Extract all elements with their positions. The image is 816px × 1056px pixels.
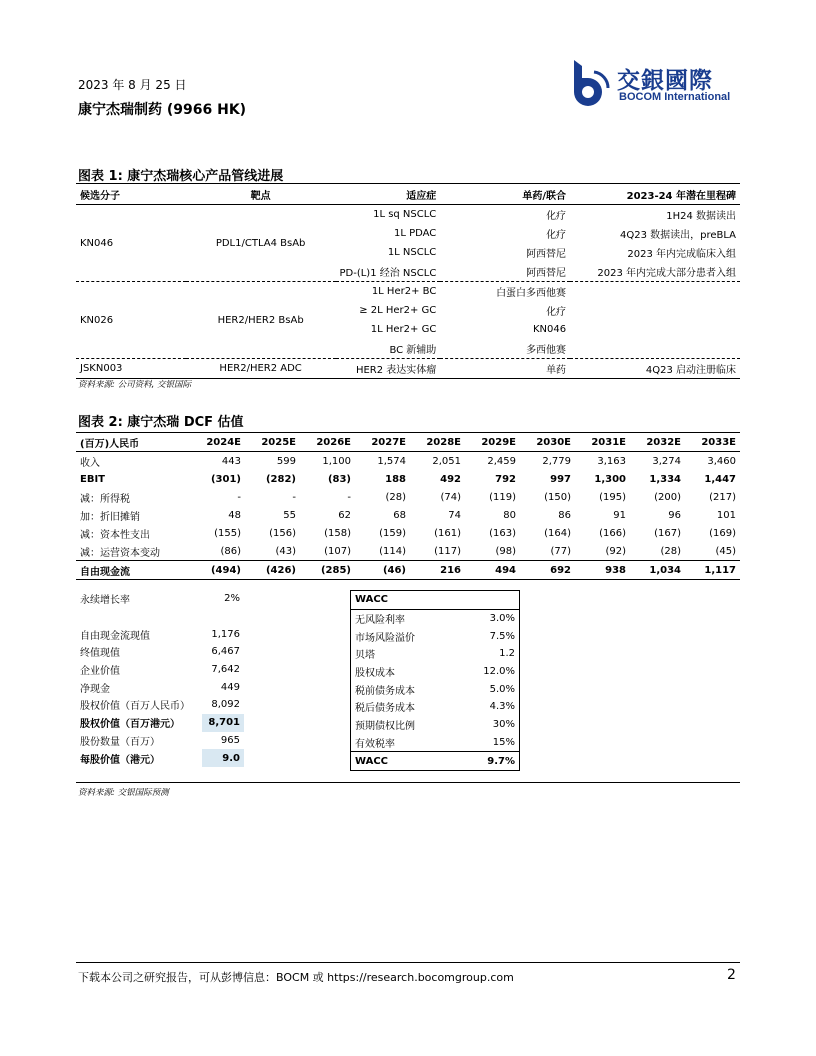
- valuation-label: 自由现金流现值: [80, 630, 150, 642]
- table-row: [76, 452, 740, 471]
- col-unit: (百万)人民币: [76, 433, 190, 452]
- valuation-label: 股份数量（百万）: [80, 736, 160, 748]
- footer-text: 下载本公司之研究报告，可从彭博信息：BOCM 或 https://research.bocomgroup.com: [78, 971, 514, 984]
- wacc-value: 7.5%: [489, 630, 515, 642]
- table-row: [76, 282, 740, 302]
- target-kn026: HER2/HER2 BsAb: [186, 282, 336, 359]
- valuation-value: 8,092: [211, 699, 240, 711]
- combo-cell: 白蛋白多西他赛: [496, 288, 567, 299]
- value-cell: 216: [410, 561, 465, 580]
- col-year: 2031E: [575, 433, 630, 452]
- col-year: 2033E: [685, 433, 740, 452]
- value-cell: 62: [338, 509, 351, 521]
- value-cell: 792: [495, 473, 516, 485]
- table-row: [351, 680, 520, 698]
- row-label: 加：折旧摊销: [80, 511, 140, 523]
- valuation-value: 6,467: [211, 646, 240, 658]
- value-cell: 1,100: [322, 455, 351, 467]
- value-cell: (285): [300, 561, 355, 580]
- table-row: [76, 625, 244, 643]
- milestone-cell: 2023 年内完成临床入组: [627, 249, 736, 260]
- combo-cell: 化疗: [546, 307, 567, 318]
- col-molecule: 候选分子: [76, 184, 186, 205]
- value-cell: (169): [709, 527, 736, 539]
- combo-cell: 单药: [440, 359, 570, 379]
- row-label: 减：运营资本变动: [80, 547, 160, 559]
- milestone-cell: 1H24 数据读出: [666, 211, 736, 222]
- table-row: [76, 661, 244, 679]
- valuation-value: 449: [220, 681, 240, 693]
- value-cell: (28): [385, 491, 406, 503]
- value-cell: (92): [605, 545, 626, 557]
- value-cell: 692: [520, 561, 575, 580]
- valuation-label: 净现金: [80, 683, 110, 695]
- milestone-cell: 2023 年内完成大部分患者入组: [570, 262, 740, 282]
- value-cell: 55: [283, 509, 296, 521]
- value-cell: 3,460: [707, 455, 736, 467]
- value-cell: (155): [214, 527, 241, 539]
- row-label: 减：所得税: [80, 493, 130, 505]
- table-row: [76, 488, 740, 506]
- col-year: 2025E: [245, 433, 300, 452]
- bocom-logo: [568, 58, 743, 108]
- value-cell: 443: [221, 455, 241, 467]
- table-row: [76, 205, 740, 225]
- col-milestone: 2023-24 年潜在里程碑: [570, 184, 740, 205]
- value-cell: 188: [385, 473, 406, 485]
- value-cell: (156): [269, 527, 296, 539]
- value-cell: 96: [668, 509, 681, 521]
- value-cell: 3,163: [597, 455, 626, 467]
- value-cell: (161): [434, 527, 461, 539]
- valuation-value: 2%: [224, 593, 240, 605]
- valuation-value: 9.0: [202, 749, 244, 767]
- milestone-cell: 4Q23 启动注册临床: [570, 359, 740, 379]
- value-cell: 101: [716, 509, 736, 521]
- value-cell: 1,117: [685, 561, 740, 580]
- value-cell: (117): [434, 545, 461, 557]
- table2-title: 图表 2: 康宁杰瑞 DCF 估值: [78, 415, 244, 430]
- indication-cell: BC 新辅助: [336, 339, 441, 359]
- value-cell: 1,300: [594, 473, 626, 485]
- table-row: [76, 608, 244, 626]
- value-cell: (119): [489, 491, 516, 503]
- combo-cell: 多西他赛: [440, 339, 570, 359]
- wacc-value: 1.2: [499, 648, 515, 660]
- wacc-label: 贝塔: [355, 650, 375, 662]
- value-cell: 80: [503, 509, 516, 521]
- milestone-cell: [570, 339, 740, 359]
- table-row: [76, 524, 740, 542]
- divider: [76, 782, 740, 783]
- value-cell: 68: [393, 509, 406, 521]
- row-label: EBIT: [80, 473, 105, 485]
- wacc-label: 股权成本: [355, 668, 395, 680]
- value-cell: 938: [575, 561, 630, 580]
- target-jskn003: HER2/HER2 ADC: [186, 359, 336, 379]
- wacc-title: WACC: [351, 591, 457, 610]
- combo-cell: KN046: [532, 324, 567, 335]
- valuation-label: 终值现值: [80, 648, 120, 660]
- value-cell: 1,034: [630, 561, 685, 580]
- combo-cell: 阿西替尼: [526, 249, 567, 260]
- value-cell: (282): [265, 473, 296, 485]
- table-row: [76, 696, 244, 714]
- table-row: [351, 734, 520, 752]
- valuation-value: 965: [220, 734, 240, 746]
- wacc-label: 预期债权比例: [355, 721, 415, 733]
- table-row: [76, 359, 740, 379]
- value-cell: (301): [210, 473, 241, 485]
- page-number: 2: [727, 967, 736, 983]
- table-row: [351, 716, 520, 734]
- molecule-jskn003: JSKN003: [76, 359, 186, 379]
- table-row: [351, 663, 520, 681]
- value-cell: (45): [715, 545, 736, 557]
- molecule-kn026: KN026: [76, 282, 186, 359]
- indication-cell: 1L PDAC: [393, 228, 437, 239]
- value-cell: (114): [379, 545, 406, 557]
- value-cell: (46): [355, 561, 410, 580]
- value-cell: 599: [276, 455, 296, 467]
- wacc-label: 市场风险溢价: [355, 632, 415, 644]
- table2-source: 资料来源: 交银国际预测: [78, 788, 169, 798]
- value-cell: (167): [654, 527, 681, 539]
- value-cell: 3,274: [652, 455, 681, 467]
- molecule-kn046: KN046: [76, 205, 186, 282]
- value-cell: 86: [558, 509, 571, 521]
- valuation-value: 8,701: [202, 714, 244, 732]
- indication-cell: 1L Her2+ GC: [370, 324, 437, 335]
- value-cell: (98): [495, 545, 516, 557]
- value-cell: 1,334: [649, 473, 681, 485]
- row-label: 自由现金流: [76, 561, 190, 580]
- value-cell: (158): [324, 527, 351, 539]
- indication-cell: 1L NSCLC: [387, 247, 437, 258]
- table-row: [351, 698, 520, 716]
- pipeline-table: [76, 183, 740, 379]
- value-cell: (217): [709, 491, 736, 503]
- value-cell: 1,574: [377, 455, 406, 467]
- milestone-cell: 4Q23 数据读出，preBLA: [619, 230, 736, 241]
- value-cell: 2,459: [487, 455, 516, 467]
- value-cell: (74): [440, 491, 461, 503]
- combo-cell: 化疗: [546, 211, 567, 222]
- logo-chinese: 交銀國際: [617, 67, 713, 94]
- indication-cell: HER2 表达实体瘤: [336, 359, 441, 379]
- table-row: [76, 561, 740, 580]
- valuation-label: 股权价值（百万港元）: [80, 719, 180, 731]
- table-row: [76, 714, 244, 732]
- col-year: 2030E: [520, 433, 575, 452]
- wacc-total-value: 9.7%: [457, 752, 520, 771]
- wacc-table: [350, 590, 520, 771]
- indication-cell: 1L Her2+ BC: [371, 286, 437, 297]
- value-cell: (43): [275, 545, 296, 557]
- report-date: 2023 年 8 月 25 日: [78, 78, 187, 92]
- value-cell: 48: [228, 509, 241, 521]
- table-row: [351, 609, 520, 627]
- wacc-label: 有效税率: [355, 738, 395, 750]
- value-cell: 91: [613, 509, 626, 521]
- table-row: [76, 470, 740, 488]
- value-cell: -: [237, 491, 241, 503]
- value-cell: (200): [654, 491, 681, 503]
- value-cell: (77): [550, 545, 571, 557]
- value-cell: 2,779: [542, 455, 571, 467]
- table1-title: 图表 1: 康宁杰瑞核心产品管线进展: [78, 169, 284, 184]
- table-row: [76, 749, 244, 767]
- table-row: [76, 506, 740, 524]
- table-row: [76, 542, 740, 561]
- value-cell: (163): [489, 527, 516, 539]
- wacc-label: 税后债务成本: [355, 703, 415, 715]
- col-year: 2027E: [355, 433, 410, 452]
- wacc-label: 无风险利率: [355, 615, 405, 627]
- dcf-table: [76, 432, 740, 580]
- valuation-label: 企业价值: [80, 666, 120, 678]
- valuation-value: 1,176: [211, 628, 240, 640]
- milestone-cell: [570, 282, 740, 302]
- indication-cell: 1L sq NSCLC: [373, 209, 437, 220]
- valuation-label: 每股价值（港元）: [80, 754, 160, 766]
- table-row: [76, 590, 244, 608]
- value-cell: (494): [190, 561, 245, 580]
- indication-cell: ≥ 2L Her2+ GC: [359, 305, 437, 316]
- bocom-logo-icon: [568, 58, 616, 106]
- col-target: 靶点: [186, 184, 336, 205]
- col-indication: 适应症: [336, 184, 441, 205]
- valuation-label: 永续增长率: [80, 595, 130, 607]
- value-cell: (86): [220, 545, 241, 557]
- wacc-total-label: WACC: [351, 752, 457, 771]
- table-row: [76, 678, 244, 696]
- row-label: 减：资本性支出: [80, 529, 150, 541]
- col-year: 2028E: [410, 433, 465, 452]
- company-title: 康宁杰瑞制药 (9966 HK): [78, 102, 247, 118]
- wacc-value: 15%: [492, 736, 515, 748]
- row-label: 收入: [80, 457, 100, 469]
- combo-cell: 阿西替尼: [440, 262, 570, 282]
- value-cell: (166): [599, 527, 626, 539]
- col-year: 2032E: [630, 433, 685, 452]
- wacc-value: 12.0%: [483, 666, 515, 678]
- indication-cell: PD-(L)1 经治 NSCLC: [336, 262, 441, 282]
- combo-cell: 化疗: [546, 230, 567, 241]
- milestone-cell: [570, 301, 740, 320]
- value-cell: 494: [465, 561, 520, 580]
- valuation-value: [202, 608, 244, 626]
- value-cell: (164): [544, 527, 571, 539]
- wacc-value: 5.0%: [489, 683, 515, 695]
- logo-english: BOCOM International: [619, 91, 731, 103]
- value-cell: (83): [327, 473, 351, 485]
- col-year: 2024E: [190, 433, 245, 452]
- value-cell: (150): [544, 491, 571, 503]
- value-cell: 74: [448, 509, 461, 521]
- wacc-value: 4.3%: [489, 701, 515, 713]
- table-row: [76, 732, 244, 750]
- table-row: [351, 645, 520, 663]
- value-cell: (107): [324, 545, 351, 557]
- milestone-cell: [570, 320, 740, 339]
- col-year: 2029E: [465, 433, 520, 452]
- table-row: [76, 643, 244, 661]
- value-cell: 492: [440, 473, 461, 485]
- wacc-value: 3.0%: [489, 613, 515, 625]
- wacc-label: 税前债务成本: [355, 685, 415, 697]
- valuation-value: 7,642: [211, 664, 240, 676]
- valuation-label: 股权价值（百万人民币）: [80, 701, 190, 713]
- value-cell: -: [292, 491, 296, 503]
- wacc-total-row: [351, 752, 520, 771]
- footer-divider: [76, 962, 740, 963]
- table-row: [351, 627, 520, 645]
- wacc-header-row: [351, 591, 520, 610]
- value-cell: 2,051: [432, 455, 461, 467]
- target-kn046: PDL1/CTLA4 BsAb: [186, 205, 336, 282]
- value-cell: 997: [550, 473, 571, 485]
- value-cell: 1,447: [704, 473, 736, 485]
- col-combo: 单药/联合: [440, 184, 570, 205]
- value-cell: (195): [599, 491, 626, 503]
- table1-source: 资料来源: 公司资料, 交银国际: [78, 380, 191, 390]
- value-cell: (426): [245, 561, 300, 580]
- value-cell: (28): [660, 545, 681, 557]
- valuation-label: [76, 608, 202, 626]
- value-cell: (159): [379, 527, 406, 539]
- value-cell: -: [347, 491, 351, 503]
- wacc-value: 30%: [492, 719, 515, 731]
- col-year: 2026E: [300, 433, 355, 452]
- valuation-summary-table: [76, 590, 244, 767]
